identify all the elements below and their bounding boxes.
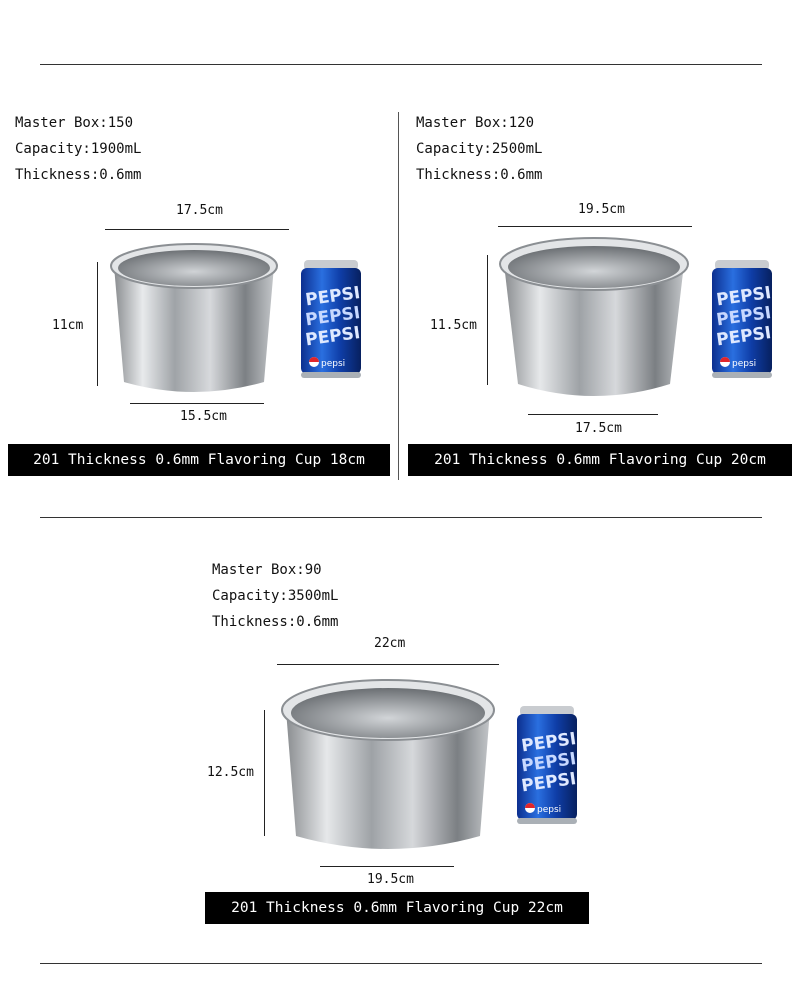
height-line	[97, 262, 98, 386]
pot-image	[496, 234, 692, 406]
capacity-text: Capacity:3500mL	[212, 588, 339, 604]
divider-middle	[40, 517, 762, 518]
top-width-label: 22cm	[374, 636, 406, 651]
bottom-width-label: 19.5cm	[367, 872, 414, 887]
soda-can	[514, 704, 580, 828]
top-width-label: 19.5cm	[578, 202, 625, 217]
bottom-width-label: 15.5cm	[180, 409, 227, 424]
svg-text:PEPSI: PEPSI	[520, 748, 578, 777]
height-line	[487, 255, 488, 385]
svg-text:pepsi: pepsi	[537, 805, 562, 815]
spec-block	[15, 110, 141, 188]
height-label: 12.5cm	[207, 765, 254, 780]
bottom-width-label: 17.5cm	[575, 421, 622, 436]
height-line	[264, 710, 265, 836]
svg-text:pepsi: pepsi	[732, 359, 757, 369]
capacity-text: Capacity:2500mL	[416, 141, 543, 157]
spec-block	[416, 110, 542, 188]
svg-text:PEPSI: PEPSI	[715, 322, 773, 351]
svg-text:PEPSI: PEPSI	[520, 728, 578, 757]
height-label: 11cm	[52, 318, 84, 333]
master-box-text: Master Box:90	[212, 562, 322, 578]
pot-image	[278, 676, 498, 860]
height-label: 11.5cm	[430, 318, 477, 333]
divider-bottom	[40, 963, 762, 964]
svg-text:PEPSI: PEPSI	[520, 768, 578, 797]
bottom-width-line	[130, 403, 264, 404]
thickness-text: Thickness:0.6mm	[416, 167, 543, 183]
thickness-text: Thickness:0.6mm	[15, 167, 142, 183]
top-width-line	[105, 229, 289, 230]
top-width-label: 17.5cm	[176, 203, 223, 218]
svg-text:PEPSI: PEPSI	[304, 282, 362, 311]
caption-bar: 201 Thickness 0.6mm Flavoring Cup 22cm	[205, 892, 589, 924]
master-box-text: Master Box:120	[416, 115, 535, 131]
top-width-line	[498, 226, 692, 227]
svg-text:PEPSI: PEPSI	[715, 282, 773, 311]
capacity-text: Capacity:1900mL	[15, 141, 142, 157]
svg-text:pepsi: pepsi	[321, 359, 346, 369]
panel-separator	[398, 112, 399, 480]
svg-text:PEPSI: PEPSI	[304, 302, 362, 331]
bottom-width-line	[528, 414, 658, 415]
caption-bar: 201 Thickness 0.6mm Flavoring Cup 20cm	[408, 444, 792, 476]
pot-image	[104, 240, 284, 400]
bottom-width-line	[320, 866, 454, 867]
caption-bar: 201 Thickness 0.6mm Flavoring Cup 18cm	[8, 444, 390, 476]
soda-can	[709, 258, 775, 382]
divider-top	[40, 64, 762, 65]
svg-text:PEPSI: PEPSI	[715, 302, 773, 331]
soda-can	[298, 258, 364, 382]
spec-block	[212, 557, 338, 635]
top-width-line	[277, 664, 499, 665]
thickness-text: Thickness:0.6mm	[212, 614, 339, 630]
master-box-text: Master Box:150	[15, 115, 134, 131]
svg-text:PEPSI: PEPSI	[304, 322, 362, 351]
